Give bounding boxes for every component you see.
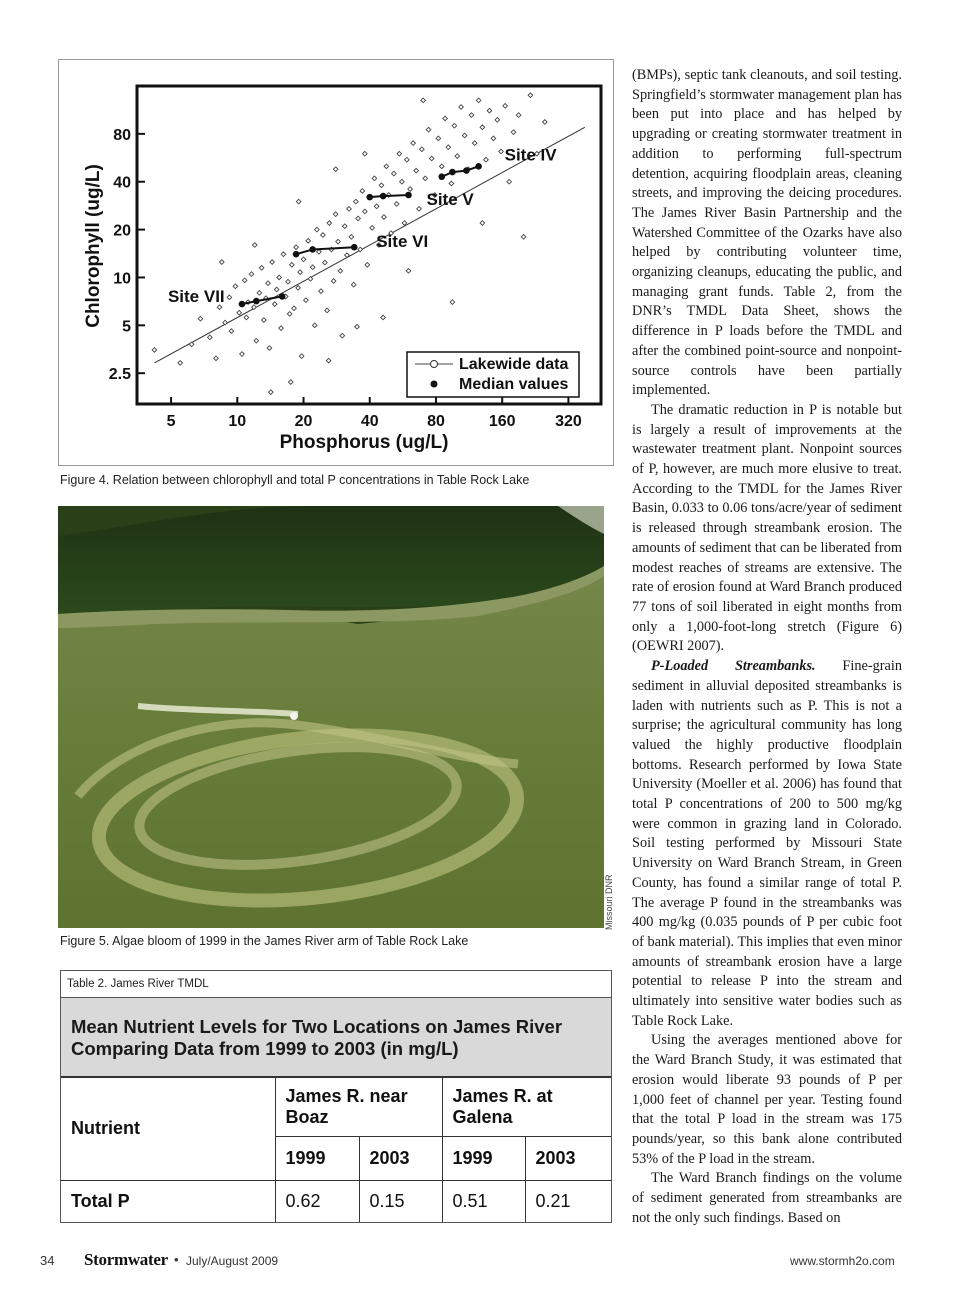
year-header: 1999 bbox=[275, 1136, 359, 1180]
x-axis-label: Phosphorus (ug/L) bbox=[279, 432, 449, 453]
x-tick-label: 160 bbox=[488, 413, 516, 430]
median-point bbox=[239, 301, 246, 308]
nutrient-table bbox=[61, 1078, 611, 1222]
year-header: 2003 bbox=[525, 1136, 611, 1180]
page-footer bbox=[0, 1250, 960, 1274]
y-tick-label: 40 bbox=[113, 174, 131, 192]
table-cell: 0.21 bbox=[525, 1180, 611, 1222]
x-tick-label: 20 bbox=[294, 413, 313, 430]
table-cell: 0.15 bbox=[359, 1180, 442, 1222]
site-label: Site V bbox=[426, 190, 474, 210]
paragraph: (BMPs), septic tank cleanouts, and soil testing. Springfield’s stormwater management plan has been put into place and has helped by upgrading or creating stormwater treatment in addition to performing full-spectrum detention, acquiring floodplain areas, cleaning streets, and improving the deicing procedures. The James River Basin Partnership and the Watershed Committee of the Ozarks have also helped by contributing volunteer time, organizing cleanups, educating the public, and managing grant funds. Table 2, from the DNR’s TMDL Data Sheet, shows the difference in P loads before the TMDL and after the combined point-source and nonpoint-source controls have been partially implemented. bbox=[632, 67, 902, 399]
x-tick-label: 320 bbox=[555, 413, 582, 430]
y-tick-label: 2.5 bbox=[108, 366, 131, 384]
median-point bbox=[380, 193, 387, 200]
site-label: Site VII bbox=[167, 287, 225, 307]
table-2 bbox=[60, 970, 612, 1223]
y-tick-label: 5 bbox=[122, 318, 131, 336]
chart-legend bbox=[407, 352, 579, 397]
median-point bbox=[463, 167, 470, 174]
legend-lakewide-label: Lakewide data bbox=[459, 356, 569, 373]
median-point bbox=[279, 293, 286, 300]
x-tick-label: 40 bbox=[360, 413, 379, 430]
median-point bbox=[366, 194, 373, 201]
table-cell: 0.62 bbox=[275, 1180, 359, 1222]
location-header-boaz: James R. near Boaz bbox=[275, 1078, 442, 1136]
table-row bbox=[61, 1180, 611, 1222]
subhead-runin: P-Loaded Streambanks. bbox=[651, 658, 816, 675]
nutrient-name: Total P bbox=[61, 1180, 275, 1222]
figure-4 bbox=[58, 59, 614, 466]
median-point bbox=[449, 169, 456, 176]
y-tick-label: 20 bbox=[113, 222, 131, 240]
table-title-line-1: Mean Nutrient Levels for Two Locations on James River bbox=[71, 1016, 563, 1037]
legend-median-marker bbox=[431, 381, 438, 388]
paragraph: Using the averages mentioned above for the Ward Branch Study, it was estimated that erosion would liberate 93 pounds of P per 1,000 feet of channel per year. Testing found that the total P load in the stream was 175 pounds/year, so this bank alone contributed 53% of the P load in the stream. bbox=[632, 1032, 902, 1167]
paragraph: The dramatic reduction in P is notable but is largely a result of improvements at the wastewater treatment plant. Nonpoint sources of P, however, are much more elusive to treat. According to the TMDL for the James River Basin, 0.033 to 0.06 tons/acre/year of sediment is released through streambank erosion. The amounts of sediment that can be liberated from modest reaches of streams are extensive. The rate of erosion found at Ward Branch produced 77 tons of soil liberated in eight months from only a 1,000-foot-long stretch (Figure 6) (OEWRI 2007). bbox=[632, 401, 902, 655]
page-number: 34 bbox=[40, 1253, 55, 1268]
legend-median-label: Median values bbox=[459, 376, 569, 393]
paragraph: The Ward Branch findings on the volume of sediment generated from streambanks are not the only such findings. Based on bbox=[632, 1170, 902, 1226]
nutrient-header: Nutrient bbox=[61, 1078, 275, 1180]
table-title bbox=[61, 998, 611, 1078]
site-label: Site VI bbox=[376, 232, 429, 252]
location-header-galena: James R. at Galena bbox=[442, 1078, 611, 1136]
figure-5-caption: Figure 5. Algae bloom of 1999 in the James River arm of Table Rock Lake bbox=[60, 934, 469, 948]
paragraph: P-Loaded Streambanks. Fine-grain sediment in alluvial deposited streambanks is laden with nutrients such as P. This is not a surprise; the agricultural community has long valued the highly productive floodplain bottoms. Research performed by Iowa State University (Moeller et al. 2006) has found that total P concentrations of 200 to 500 mg/kg were common in grazing land in Colorado. Soil testing performed by Missouri State University on Ward Branch Stream, in Green County, has found a similar range of total P. The average P found in the streambanks was 400 mg/kg (0.035 pounds of P per cubic foot of bank material). This implies that even minor amounts of streambank erosion have a large potential to release P into the stream and ultimately into sensitive water bodies such as Table Rock Lake. bbox=[632, 658, 902, 1029]
median-point bbox=[475, 163, 482, 170]
table-cell: 0.51 bbox=[442, 1180, 525, 1222]
issue-date: July/August 2009 bbox=[186, 1254, 279, 1268]
figure-4-caption: Figure 4. Relation between chlorophyll and total P concentrations in Table Rock Lake bbox=[60, 473, 530, 487]
y-tick-label: 10 bbox=[113, 270, 131, 288]
footer-bullet: • bbox=[174, 1252, 179, 1267]
legend-lakewide-marker bbox=[431, 361, 438, 368]
chlorophyll-phosphorus-chart bbox=[59, 60, 615, 467]
median-point bbox=[309, 246, 316, 253]
magazine-name: Stormwater bbox=[84, 1250, 168, 1269]
median-point bbox=[405, 192, 412, 199]
article-text-column bbox=[632, 66, 902, 1228]
median-point bbox=[351, 244, 358, 251]
median-point bbox=[438, 173, 445, 180]
table-title-line-2: Comparing Data from 1999 to 2003 (in mg/L) bbox=[71, 1038, 459, 1059]
median-point bbox=[293, 251, 300, 258]
table-caption: Table 2. James River TMDL bbox=[61, 971, 611, 998]
y-axis-label: Chlorophyll (ug/L) bbox=[83, 164, 104, 328]
y-tick-label: 80 bbox=[113, 126, 131, 144]
x-tick-label: 10 bbox=[228, 413, 247, 430]
site-label: Site IV bbox=[504, 145, 557, 165]
algae-bloom-photo bbox=[58, 506, 604, 928]
x-tick-label: 80 bbox=[427, 413, 445, 430]
year-header: 2003 bbox=[359, 1136, 442, 1180]
website-url[interactable]: www.stormh2o.com bbox=[790, 1254, 895, 1268]
photo-credit: Missouri DNR bbox=[604, 874, 614, 930]
median-point bbox=[253, 298, 260, 305]
year-header: 1999 bbox=[442, 1136, 525, 1180]
x-tick-label: 5 bbox=[166, 413, 176, 430]
